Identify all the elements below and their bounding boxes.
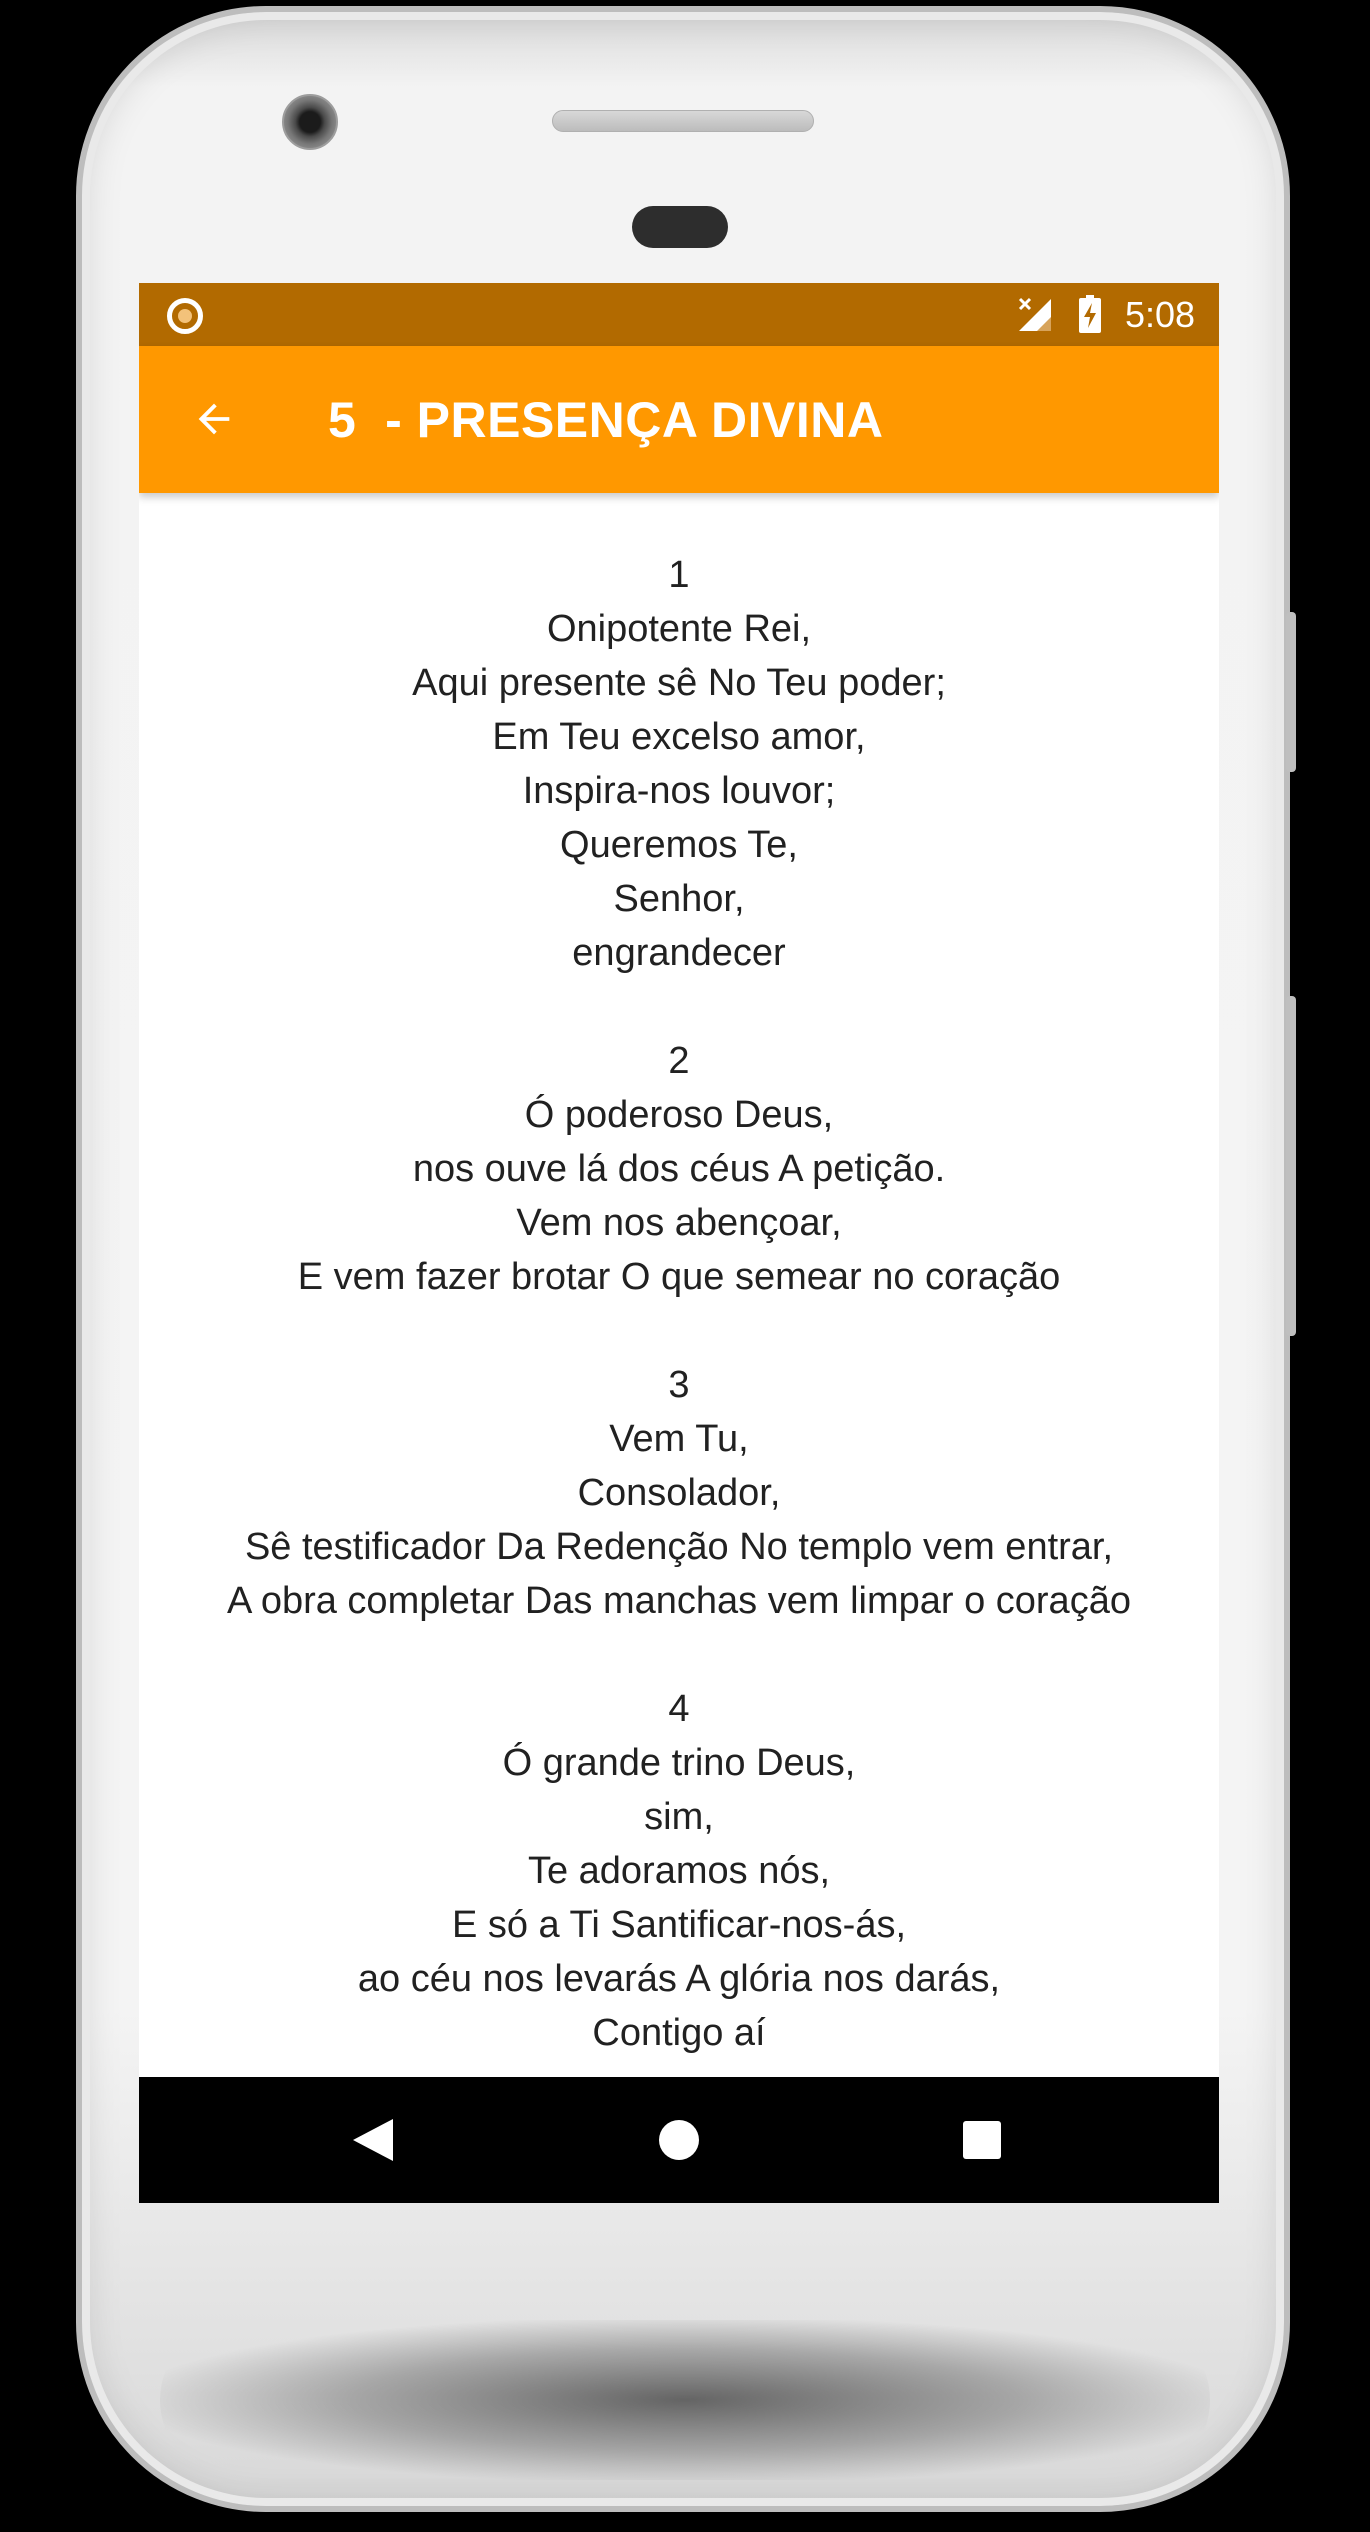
power-button [1286,612,1296,772]
volume-button [1286,996,1296,1336]
lyric-line: Onipotente Rei, [546,608,812,650]
phone-shadow [160,2320,1210,2480]
page-title: 5 - PRESENÇA DIVINA [328,392,884,448]
lyric-line: nos ouve lá dos céus A petição. [412,1148,946,1190]
stanza [139,1034,1219,1304]
lyric-line: sim, [644,1796,714,1838]
app-bar [139,346,1219,493]
device-screen [139,283,1219,2203]
nav-home-icon[interactable] [659,2120,699,2160]
stanza [139,1682,1219,2060]
lyric-line: Senhor, [613,878,745,920]
lyric-line: ao céu nos levarás A glória nos darás, [357,1958,1001,2000]
stanza [139,548,1219,980]
nav-back-icon[interactable] [353,2119,393,2161]
lyric-line: Vem nos abençoar, [516,1202,842,1244]
back-button[interactable] [169,374,259,464]
stanza-number: 2 [668,1040,690,1082]
earpiece-speaker [552,110,814,132]
lyric-line: Ó poderoso Deus, [524,1094,834,1136]
lyric-line: Em Teu excelso amor, [492,716,866,758]
nav-recents-icon[interactable] [963,2121,1001,2159]
stanza [139,1358,1219,1628]
status-time: 5:08 [1125,294,1196,335]
lyric-line: A obra completar Das manchas vem limpar o coração [227,1580,1131,1622]
system-nav-bar [139,2077,1219,2203]
lyric-line: Queremos Te, [560,824,798,866]
lyric-line: Te adoramos nós, [527,1850,831,1892]
stanza-number: 4 [668,1688,690,1730]
notification-icon [167,298,203,334]
lyric-line: Contigo aí [592,2012,766,2054]
lyric-line: engrandecer [572,932,786,974]
hymn-content[interactable] [139,493,1219,2077]
lyric-line: Inspira-nos louvor; [522,770,836,812]
lyric-line: Consolador, [577,1472,781,1514]
lyric-line: Vem Tu, [609,1418,749,1460]
status-bar [139,283,1219,346]
proximity-sensor [632,206,728,248]
lyric-line: E só a Ti Santificar-nos-ás, [451,1904,907,1946]
front-camera [282,94,338,150]
arrow-back-icon [191,396,237,442]
lyric-line: Sê testificador Da Redenção No templo vem entrar, [244,1526,1114,1568]
stanza-number: 1 [668,554,690,596]
lyric-line: E vem fazer brotar O que semear no coração [297,1256,1061,1298]
signal-icon [1017,297,1053,333]
lyric-line: Aqui presente sê No Teu poder; [412,662,946,704]
lyric-line: Ó grande trino Deus, [502,1742,856,1784]
stanza-number: 3 [668,1364,690,1406]
battery-charging-icon [1079,295,1101,333]
